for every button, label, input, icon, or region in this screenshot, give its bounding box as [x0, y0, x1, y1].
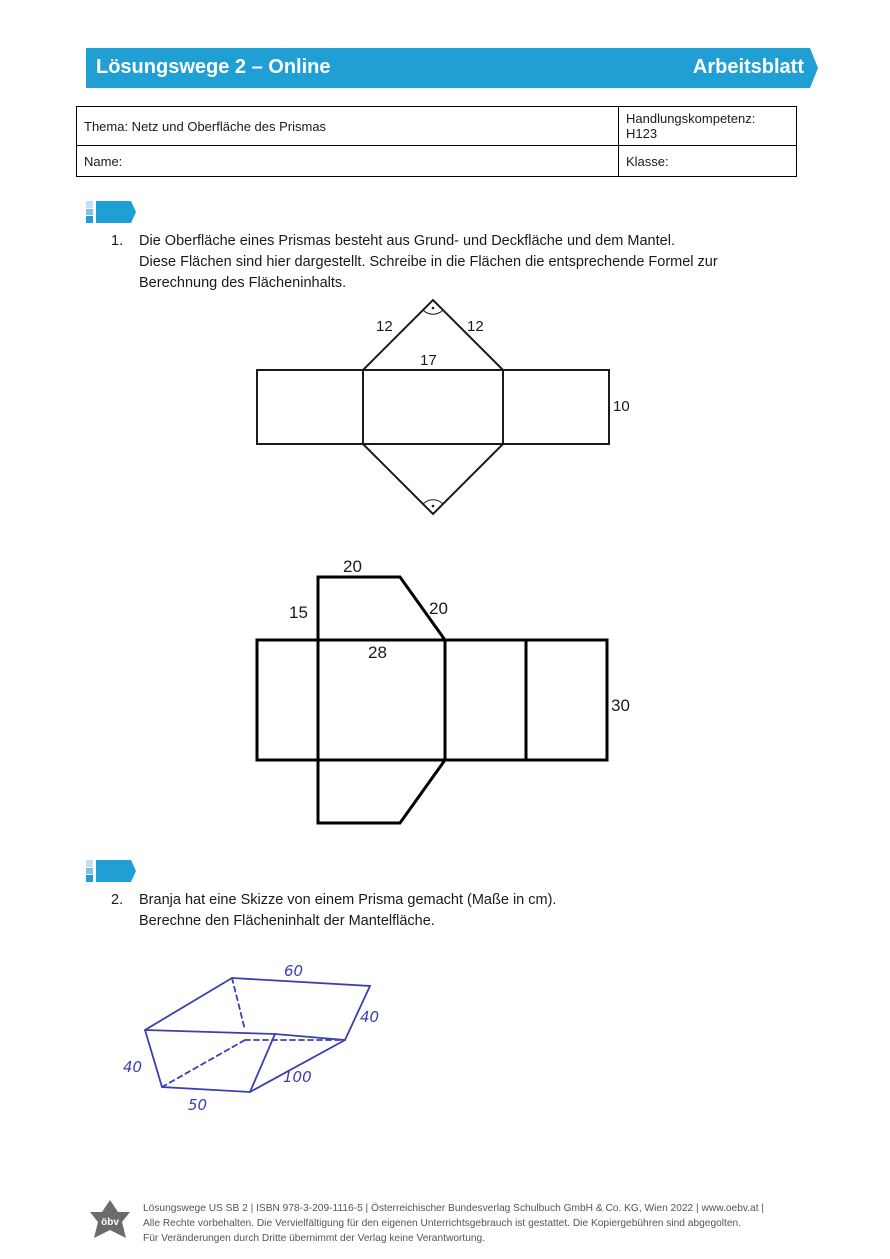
sketch-label-length: 100 [283, 1068, 312, 1086]
net2-label-left: 15 [289, 603, 308, 622]
klasse-cell: Klasse: [619, 146, 797, 177]
sketch-label-bottom: 50 [188, 1096, 208, 1114]
footer-line-2: Alle Rechte vorbehalten. Die Vervielfältigung für den eigenen Unterrichtsgebrauch ist gestattet. Die Kopiergebühren sind abgegolten. [143, 1218, 742, 1229]
footer [143, 1201, 764, 1246]
net1-rect-left [257, 370, 363, 444]
net1-angle-dot-bottom [432, 505, 435, 508]
publisher-logo-icon [88, 1198, 132, 1242]
thema-cell: Thema: Netz und Oberfläche des Prismas [77, 107, 619, 146]
sketch-label-left: 40 [123, 1058, 143, 1076]
net1-right-angle-bottom [423, 500, 443, 504]
net2-label-top: 20 [343, 557, 362, 576]
net1-right-angle-top [423, 310, 443, 314]
net1-triangle-bottom [363, 444, 503, 514]
net2-rect-4 [526, 640, 607, 760]
name-cell: Name: [77, 146, 619, 177]
net2-label-base: 28 [368, 643, 387, 662]
task-1-line-2: Diese Flächen sind hier dargestellt. Schreibe in die Flächen die entsprechende Formel zur [139, 254, 718, 270]
task-1-number: 1. [111, 233, 124, 249]
prism-sketch [145, 978, 370, 1092]
net2-rect-1 [257, 640, 318, 760]
task-2-line-2: Berechne den Flächeninhalt der Mantelfläche. [139, 913, 435, 929]
net2-rect-3 [445, 640, 526, 760]
net1-rect-right [503, 370, 609, 444]
sketch-label-top: 60 [284, 962, 304, 980]
net1-label-side-a: 12 [376, 318, 393, 335]
kompetenz-value: H123 [626, 126, 658, 141]
banner-right-title: Arbeitsblatt [692, 56, 804, 78]
net1-angle-dot-top [432, 307, 435, 310]
footer-line-1: Lösungswege US SB 2 | ISBN 978-3-209-1116-5 | Österreichischer Bundesverlag Schulbuch GmbH & Co. KG, Wien 2022 | www.oebv.at | [143, 1203, 765, 1214]
footer-line-3: Für Veränderungen durch Dritte übernimmt der Verlag keine Verantwortung. [143, 1233, 486, 1244]
net2-label-slant: 20 [429, 599, 448, 618]
task-marker-icon [86, 860, 138, 882]
task-1-line-3: Berechnung des Flächeninhalts. [139, 275, 347, 291]
net1-rect-middle [363, 370, 503, 444]
net2-trapezoid-bottom [318, 760, 445, 823]
net1-label-base: 17 [420, 352, 437, 369]
net1-label-height: 10 [613, 398, 630, 415]
task-2-number: 2. [111, 892, 124, 908]
net-1 [257, 300, 609, 514]
net2-label-height: 30 [611, 696, 630, 715]
task-2-line-1: Branja hat eine Skizze von einem Prisma gemacht (Maße in cm). [139, 892, 557, 908]
net1-label-side-b: 12 [467, 318, 484, 335]
banner-left-title: Lösungswege 2 – Online [96, 56, 331, 78]
task-1-line-1: Die Oberfläche eines Prismas besteht aus Grund- und Deckfläche und dem Mantel. [139, 233, 675, 249]
net2-trapezoid-top [318, 577, 445, 640]
kompetenz-label: Handlungskompetenz: [626, 111, 756, 126]
sketch-label-right: 40 [360, 1008, 380, 1026]
logo-text: öbv [101, 1217, 119, 1228]
